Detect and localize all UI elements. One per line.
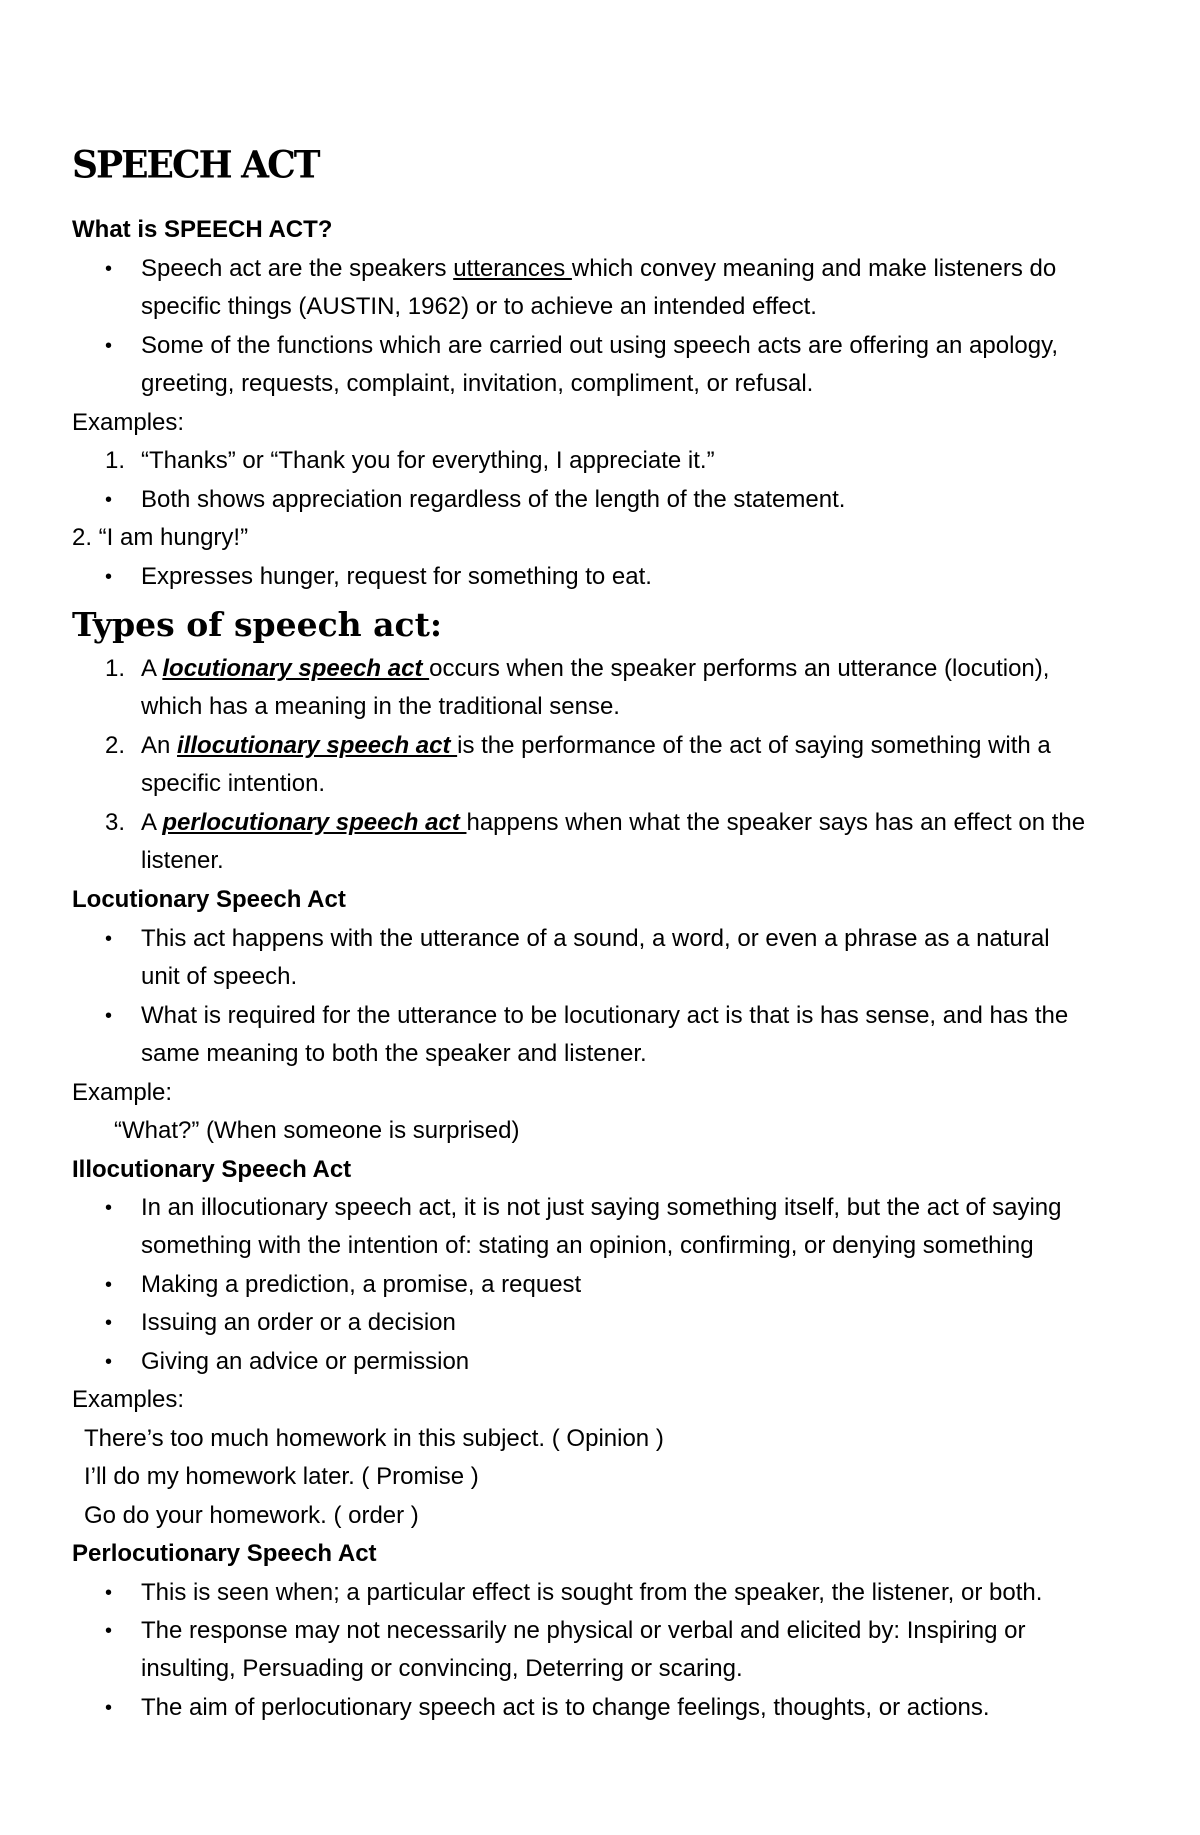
intro-bullet-2-cont: greeting, requests, complaint, invitation, compliment, or refusal. xyxy=(141,370,814,397)
bullet-icon: • xyxy=(105,1620,113,1642)
type-2-post: is the performance of the act of saying something with a xyxy=(457,732,1051,759)
examples-label: Examples: xyxy=(72,409,185,436)
intro-heading: What is SPEECH ACT? xyxy=(72,216,333,243)
perlocutionary-bullet-2-cont: insulting, Persuading or convincing, Deterring or scaring. xyxy=(141,1655,743,1682)
list-number: 1. xyxy=(105,655,126,682)
intro-bullet-2: Some of the functions which are carried out using speech acts are offering an apology, xyxy=(141,332,1058,359)
list-number: 1. xyxy=(105,447,126,474)
perlocutionary-bullet-2: The response may not necessarily ne physical or verbal and elicited by: Inspiring or xyxy=(141,1617,1026,1644)
locutionary-bullet-2-cont: same meaning to both the speaker and listener. xyxy=(141,1040,647,1067)
bullet-icon: • xyxy=(105,489,113,511)
locutionary-example-label: Example: xyxy=(72,1079,173,1106)
perlocutionary-bullet-1: This is seen when; a particular effect is sought from the speaker, the listener, or both. xyxy=(141,1579,1043,1606)
bullet-icon: • xyxy=(105,1197,113,1219)
illocutionary-example-3: Go do your homework. ( order ) xyxy=(84,1502,419,1529)
locutionary-bullet-2: What is required for the utterance to be locutionary act is that is has sense, and has the xyxy=(141,1002,1069,1029)
page-title: SPEECH ACT xyxy=(72,142,319,188)
type-3-term: perlocutionary speech act xyxy=(162,809,467,836)
type-3-pre: A xyxy=(141,809,163,836)
intro-bullet-1 xyxy=(141,250,1056,288)
bullet-icon: • xyxy=(105,1697,113,1719)
locutionary-heading: Locutionary Speech Act xyxy=(72,886,346,913)
perlocutionary-heading: Perlocutionary Speech Act xyxy=(72,1540,377,1567)
bullet-icon: • xyxy=(105,566,113,588)
type-3-cont: listener. xyxy=(141,847,224,874)
example-2-note: Expresses hunger, request for something to eat. xyxy=(141,563,652,590)
bullet-icon: • xyxy=(105,1274,113,1296)
types-heading: Types of speech act: xyxy=(72,605,443,644)
intro-bullet-1-cont: specific things (AUSTIN, 1962) or to achieve an intended effect. xyxy=(141,293,817,320)
illocutionary-bullet-2: Making a prediction, a promise, a request xyxy=(141,1271,582,1298)
illocutionary-example-2: I’ll do my homework later. ( Promise ) xyxy=(84,1463,479,1490)
illocutionary-bullet-3: Issuing an order or a decision xyxy=(141,1309,456,1336)
type-3 xyxy=(141,804,1085,842)
bullet-icon: • xyxy=(105,335,113,357)
type-1-term: locutionary speech act xyxy=(162,655,430,682)
locutionary-example: “What?” (When someone is surprised) xyxy=(114,1117,520,1144)
locutionary-bullet-1: This act happens with the utterance of a sound, a word, or even a phrase as a natural xyxy=(141,925,1050,952)
bullet-icon: • xyxy=(105,928,113,950)
type-1-pre: A xyxy=(141,655,163,682)
type-1-post: occurs when the speaker performs an utterance (locution), xyxy=(429,655,1050,682)
type-2-cont: specific intention. xyxy=(141,770,326,797)
intro-b1-underlined: utterances xyxy=(453,255,572,282)
list-number: 2. xyxy=(105,732,126,759)
intro-b1-text: Speech act are the speakers xyxy=(141,255,454,282)
example-1: “Thanks” or “Thank you for everything, I appreciate it.” xyxy=(141,447,715,474)
example-1-note: Both shows appreciation regardless of the length of the statement. xyxy=(141,486,846,513)
illocutionary-example-1: There’s too much homework in this subject. ( Opinion ) xyxy=(84,1425,664,1452)
type-2-pre: An xyxy=(141,732,178,759)
type-2 xyxy=(141,727,1051,765)
type-1 xyxy=(141,650,1049,688)
illocutionary-bullet-1-cont: something with the intention of: stating an opinion, confirming, or denying something xyxy=(141,1232,1034,1259)
illocutionary-heading: Illocutionary Speech Act xyxy=(72,1156,352,1183)
list-number: 3. xyxy=(105,809,126,836)
illocutionary-examples-label: Examples: xyxy=(72,1386,185,1413)
perlocutionary-bullet-3: The aim of perlocutionary speech act is to change feelings, thoughts, or actions. xyxy=(141,1694,990,1721)
bullet-icon: • xyxy=(105,258,113,280)
type-2-term: illocutionary speech act xyxy=(177,732,458,759)
illocutionary-bullet-4: Giving an advice or permission xyxy=(141,1348,470,1375)
type-1-cont: which has a meaning in the traditional sense. xyxy=(141,693,620,720)
example-2: 2. “I am hungry!” xyxy=(72,524,249,551)
type-3-post: happens when what the speaker says has an effect on the xyxy=(466,809,1086,836)
illocutionary-bullet-1: In an illocutionary speech act, it is not just saying something itself, but the act of saying xyxy=(141,1194,1062,1221)
bullet-icon: • xyxy=(105,1312,113,1334)
bullet-icon: • xyxy=(105,1351,113,1373)
bullet-icon: • xyxy=(105,1005,113,1027)
locutionary-bullet-1-cont: unit of speech. xyxy=(141,963,298,990)
bullet-icon: • xyxy=(105,1582,113,1604)
intro-b1-text-end: which convey meaning and make listeners do xyxy=(571,255,1057,282)
